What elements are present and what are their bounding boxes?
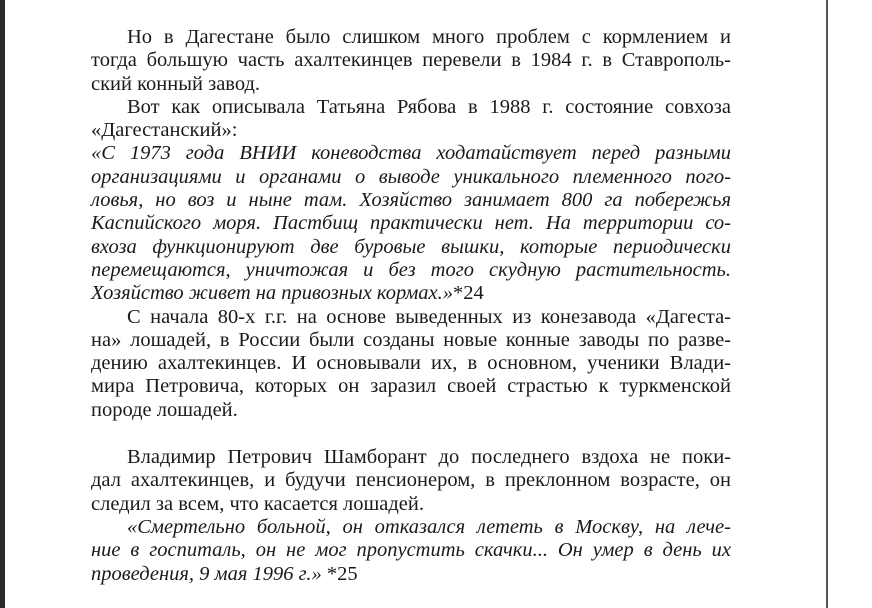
- scan-left-edge: [0, 0, 5, 608]
- paragraph-1: [91, 26, 731, 96]
- page-text: [91, 26, 731, 586]
- quote-line: «Смертельно больной, он отказался лететь в Москву, на лече-: [127, 515, 731, 538]
- quote-last-line: [91, 282, 731, 305]
- text-line: Вот как описывала Татьяна Рябова в 1988 г. состояние совхоза: [127, 95, 731, 118]
- quote-last-line: [91, 563, 731, 586]
- text-line: следил за всем, что касается лошадей.: [91, 492, 424, 515]
- text-line: Владимир Петрович Шамборант до последнего вздоха не поки-: [127, 446, 731, 469]
- quote-text: проведения, 9 мая 1996 г.»: [91, 562, 322, 585]
- paragraph-spacer: [91, 422, 731, 446]
- quote-line: вхоза функционируют две буровые вышки, которые периодически: [91, 235, 731, 258]
- quote-2: [91, 516, 731, 586]
- scan-right-edge: [826, 0, 828, 608]
- quote-text: Хозяйство живет на привозных кормах.»: [91, 282, 454, 305]
- text-line: мира Петровича, которых он заразил своей страстью к туркменской: [91, 375, 731, 398]
- footnote-ref-25: *25: [321, 562, 358, 585]
- text-line: «Дагестанский»:: [91, 119, 238, 142]
- quote-line: организациями и органами о выводе уникального племенного пого-: [91, 165, 731, 188]
- quote-1: [91, 142, 731, 305]
- text-line: дению ахалтекинцев. И основывали их, в основном, ученики Влади-: [91, 352, 731, 375]
- paragraph-3: [91, 306, 731, 422]
- paragraph-4: [91, 446, 731, 516]
- footnote-ref-24: *24: [453, 282, 484, 305]
- text-line: С начала 80-х г.г. на основе выведенных из конезавода «Дагеста-: [127, 305, 731, 328]
- paragraph-2: [91, 96, 731, 143]
- text-line: ский конный завод.: [91, 72, 261, 95]
- quote-line: ловья, но воз и ныне там. Хозяйство занимает 800 га побережья: [91, 189, 731, 212]
- text-line: дал ахалтекинцев, и будучи пенсионером, в преклонном возрасте, он: [91, 469, 731, 492]
- quote-line: ние в госпиталь, он не мог пропустить скачки... Он умер в день их: [91, 539, 731, 562]
- quote-line: Каспийского моря. Пастбищ практически нет. На территории со-: [91, 212, 731, 235]
- text-line: на» лошадей, в России были созданы новые конные заводы по разве-: [91, 328, 731, 351]
- quote-line: перемещаются, уничтожая и без того скудную растительность.: [91, 258, 731, 281]
- text-line: тогда большую часть ахалтекинцев перевели в 1984 г. в Ставрополь-: [91, 49, 731, 72]
- text-line: породе лошадей.: [91, 398, 238, 421]
- text-line: Но в Дагестане было слишком много проблем с кормлением и: [127, 26, 731, 48]
- quote-line: «С 1973 года ВНИИ коневодства ходатайствует перед разными: [91, 142, 731, 165]
